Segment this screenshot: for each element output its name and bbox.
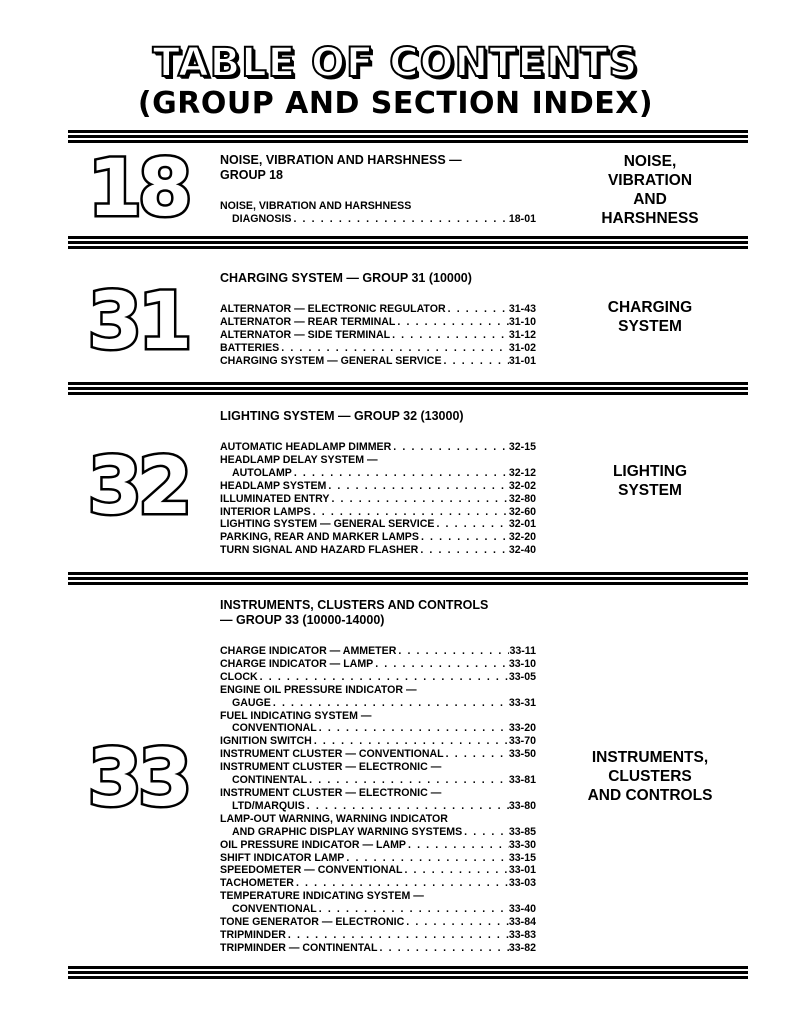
entry-page: 33-83	[508, 928, 536, 941]
entry-label: SPEEDOMETER — CONVENTIONAL	[220, 864, 403, 877]
entry-page: 33-05	[508, 670, 536, 683]
entry-label: TEMPERATURE INDICATING SYSTEM —	[220, 890, 424, 903]
toc-entry[interactable]	[220, 316, 536, 329]
entry-page: 33-15	[508, 851, 536, 864]
leader-dots	[390, 329, 509, 342]
entry-page: 33-80	[508, 799, 536, 812]
divider-rule	[68, 382, 748, 395]
toc-entry[interactable]	[220, 735, 536, 748]
entry-label: CHARGING SYSTEM — GENERAL SERVICE	[220, 354, 442, 367]
heading-line: LIGHTING SYSTEM — GROUP 32 (13000)	[220, 409, 464, 423]
page-title: TABLE OF CONTENTS	[152, 40, 639, 86]
side-label-line: HARSHNESS	[601, 210, 699, 227]
toc-entry[interactable]	[220, 684, 536, 697]
leader-dots	[418, 544, 509, 557]
toc-entry[interactable]	[220, 877, 536, 890]
entry-label: INTERIOR LAMPS	[220, 505, 311, 518]
entry-label: ALTERNATOR — ELECTRONIC REGULATOR	[220, 303, 446, 315]
side-label-line: CHARGING	[607, 299, 693, 316]
entry-label: CONVENTIONAL	[232, 722, 317, 735]
entry-page: 32-12	[508, 466, 536, 479]
entry-page: 18-01	[508, 212, 536, 225]
toc-entry[interactable]	[220, 774, 536, 787]
toc-entry[interactable]	[220, 710, 536, 723]
leader-dots	[462, 826, 509, 839]
leader-dots	[446, 303, 509, 316]
toc-entry[interactable]	[220, 748, 536, 761]
leader-dots	[434, 518, 508, 531]
entry-page: 33-81	[508, 774, 536, 787]
side-label-line: SYSTEM	[618, 318, 682, 335]
page-subtitle: (GROUP AND SECTION INDEX)	[137, 86, 654, 121]
leader-dots	[305, 800, 509, 813]
toc-entry[interactable]	[220, 467, 536, 480]
leader-dots	[444, 748, 509, 761]
toc-entry[interactable]	[220, 200, 536, 213]
entry-page: 33-01	[508, 864, 536, 877]
side-label-line: VIBRATION	[607, 172, 693, 189]
divider-rule	[68, 130, 748, 143]
group-number-32: 32	[87, 442, 189, 532]
entry-label: CONTINENTAL	[232, 774, 308, 787]
group-32-heading	[220, 409, 550, 424]
toc-entry[interactable]	[220, 213, 536, 226]
group-18-heading	[220, 153, 550, 183]
entry-label: CHARGE INDICATOR — LAMP	[220, 657, 374, 670]
group-31-side-label	[560, 298, 740, 336]
toc-entry[interactable]	[220, 671, 536, 684]
entry-label: TRIPMINDER	[220, 928, 286, 941]
entry-label: TACHOMETER	[220, 877, 294, 890]
group-number-33: 33	[87, 734, 189, 824]
entry-label: TONE GENERATOR — ELECTRONIC	[220, 916, 405, 929]
toc-entry[interactable]	[220, 761, 536, 774]
heading-line: INSTRUMENTS, CLUSTERS AND CONTROLS	[220, 598, 489, 612]
entry-label: SHIFT INDICATOR LAMP	[220, 851, 345, 864]
heading-line: — GROUP 33 (10000-14000)	[220, 613, 385, 627]
divider-rule	[68, 236, 748, 249]
entry-page: 33-03	[508, 877, 536, 890]
leader-dots	[378, 942, 509, 955]
leader-dots	[406, 839, 509, 852]
entry-label: AND GRAPHIC DISPLAY WARNING SYSTEMS	[232, 825, 463, 838]
leader-dots	[258, 671, 509, 684]
side-label-line: AND	[633, 191, 667, 208]
toc-entry[interactable]	[220, 480, 536, 493]
leader-dots	[373, 658, 509, 671]
entry-label: ALTERNATOR — SIDE TERMINAL	[220, 328, 391, 341]
entry-page: 33-84	[508, 916, 536, 929]
side-label-line: LIGHTING	[612, 463, 688, 480]
entry-label: BATTERIES	[220, 341, 280, 354]
toc-entry[interactable]	[220, 916, 536, 929]
toc-entry[interactable]	[220, 800, 536, 813]
leader-dots	[279, 342, 509, 355]
toc-entry[interactable]	[220, 658, 536, 671]
entry-label: HEADLAMP DELAY SYSTEM —	[220, 453, 378, 466]
toc-entry[interactable]	[220, 329, 536, 342]
entry-page: 33-40	[508, 903, 536, 916]
entry-label: INSTRUMENT CLUSTER — CONVENTIONAL	[220, 748, 444, 761]
entry-label: INSTRUMENT CLUSTER — ELECTRONIC —	[220, 761, 442, 774]
heading-line: NOISE, VIBRATION AND HARSHNESS —	[220, 153, 462, 167]
entry-label: ALTERNATOR — REAR TERMINAL	[220, 315, 396, 328]
toc-entry[interactable]	[220, 303, 536, 316]
side-label-line: SYSTEM	[618, 482, 682, 499]
entry-label: CLOCK	[220, 670, 258, 683]
leader-dots	[271, 697, 509, 710]
entry-label: IGNITION SWITCH	[220, 735, 312, 748]
entry-page: 31-43	[508, 303, 536, 315]
toc-entry[interactable]	[220, 355, 536, 368]
heading-line: CHARGING SYSTEM — GROUP 31 (10000)	[220, 271, 472, 285]
group-32-entries	[220, 441, 536, 557]
entry-label: GAUGE	[232, 696, 271, 709]
leader-dots	[317, 903, 509, 916]
leader-dots	[344, 852, 509, 865]
entry-page: 33-50	[508, 748, 536, 761]
leader-dots	[312, 735, 509, 748]
toc-entry[interactable]	[220, 864, 536, 877]
group-33-heading	[220, 598, 550, 628]
leader-dots	[396, 645, 509, 658]
toc-entry[interactable]	[220, 826, 536, 839]
entry-page: 33-31	[508, 696, 536, 709]
entry-label: DIAGNOSIS	[232, 212, 292, 225]
entry-page: 32-40	[508, 544, 536, 557]
entry-page: 33-10	[508, 657, 536, 670]
leader-dots	[292, 467, 509, 480]
group-32-side-label	[560, 462, 740, 500]
entry-label: FUEL INDICATING SYSTEM —	[220, 709, 372, 722]
side-label-line: NOISE,	[623, 153, 677, 170]
toc-entry[interactable]	[220, 454, 536, 467]
entry-page: 33-11	[509, 645, 536, 657]
leader-dots	[307, 774, 509, 787]
toc-entry[interactable]	[220, 342, 536, 355]
toc-entry[interactable]	[220, 441, 536, 454]
toc-entry[interactable]	[220, 787, 536, 800]
group-33-entries	[220, 645, 536, 955]
toc-entry[interactable]	[220, 518, 536, 531]
entry-label: PARKING, REAR AND MARKER LAMPS	[220, 531, 419, 544]
entry-label: ENGINE OIL PRESSURE INDICATOR —	[220, 683, 417, 696]
entry-page: 32-01	[508, 518, 536, 531]
leader-dots	[311, 506, 509, 519]
toc-entry[interactable]	[220, 903, 536, 916]
entry-page: 33-20	[508, 722, 536, 735]
group-number-18: 18	[87, 144, 189, 234]
side-label-line: AND CONTROLS	[587, 787, 713, 804]
toc-entry[interactable]	[220, 544, 536, 557]
entry-label: NOISE, VIBRATION AND HARSHNESS	[220, 200, 412, 212]
side-label-line: INSTRUMENTS,	[591, 749, 709, 766]
entry-page: 32-80	[508, 492, 536, 505]
entry-label: TURN SIGNAL AND HAZARD FLASHER	[220, 544, 419, 557]
group-18-side-label	[560, 152, 740, 228]
toc-entry[interactable]	[220, 506, 536, 519]
toc-entry[interactable]	[220, 697, 536, 710]
toc-entry[interactable]	[220, 929, 536, 942]
heading-line: GROUP 18	[220, 168, 283, 182]
leader-dots	[326, 480, 509, 493]
entry-label: CHARGE INDICATOR — AMMETER	[220, 645, 397, 657]
group-33-side-label	[560, 748, 740, 805]
entry-label: TRIPMINDER — CONTINENTAL	[220, 941, 378, 954]
leader-dots	[391, 441, 509, 454]
toc-entry[interactable]	[220, 722, 536, 735]
entry-page: 31-02	[508, 341, 536, 354]
leader-dots	[317, 722, 509, 735]
entry-page: 32-02	[508, 479, 536, 492]
leader-dots	[419, 531, 509, 544]
entry-page: 32-15	[508, 441, 536, 453]
leader-dots	[442, 355, 509, 368]
group-18-entries	[220, 200, 536, 226]
entry-label: LIGHTING SYSTEM — GENERAL SERVICE	[220, 518, 435, 531]
entry-page: 33-30	[508, 838, 536, 851]
toc-entry[interactable]	[220, 890, 536, 903]
entry-label: INSTRUMENT CLUSTER — ELECTRONIC —	[220, 786, 442, 799]
divider-rule	[68, 572, 748, 585]
entry-label: AUTOMATIC HEADLAMP DIMMER	[220, 441, 392, 453]
entry-label: CONVENTIONAL	[232, 903, 317, 916]
toc-entry[interactable]	[220, 531, 536, 544]
entry-label: OIL PRESSURE INDICATOR — LAMP	[220, 838, 406, 851]
leader-dots	[329, 493, 508, 506]
entry-page: 33-82	[508, 941, 536, 954]
divider-rule	[68, 966, 748, 979]
toc-entry[interactable]	[220, 493, 536, 506]
entry-page: 32-20	[508, 531, 536, 544]
entry-label: LTD/MARQUIS	[232, 799, 305, 812]
entry-label: LAMP-OUT WARNING, WARNING INDICATOR	[220, 812, 448, 825]
group-31-heading	[220, 271, 550, 286]
leader-dots	[404, 916, 509, 929]
leader-dots	[395, 316, 509, 329]
leader-dots	[291, 213, 508, 226]
entry-label: AUTOLAMP	[232, 466, 292, 479]
entry-page: 33-70	[508, 735, 536, 748]
toc-entry[interactable]	[220, 852, 536, 865]
entry-page: 31-01	[508, 354, 536, 367]
toc-entry[interactable]	[220, 813, 536, 826]
side-label-line: CLUSTERS	[608, 768, 692, 785]
group-number-31: 31	[87, 277, 189, 367]
entry-page: 33-85	[508, 825, 536, 838]
entry-page: 31-10	[508, 315, 536, 328]
group-31-entries	[220, 303, 536, 368]
toc-entry[interactable]	[220, 942, 536, 955]
toc-entry[interactable]	[220, 645, 536, 658]
toc-entry[interactable]	[220, 839, 536, 852]
leader-dots	[286, 929, 509, 942]
entry-page: 32-60	[508, 505, 536, 518]
leader-dots	[402, 864, 508, 877]
entry-label: HEADLAMP SYSTEM	[220, 479, 327, 492]
leader-dots	[294, 877, 509, 890]
entry-label: ILLUMINATED ENTRY	[220, 492, 330, 505]
entry-page: 31-12	[508, 328, 536, 341]
